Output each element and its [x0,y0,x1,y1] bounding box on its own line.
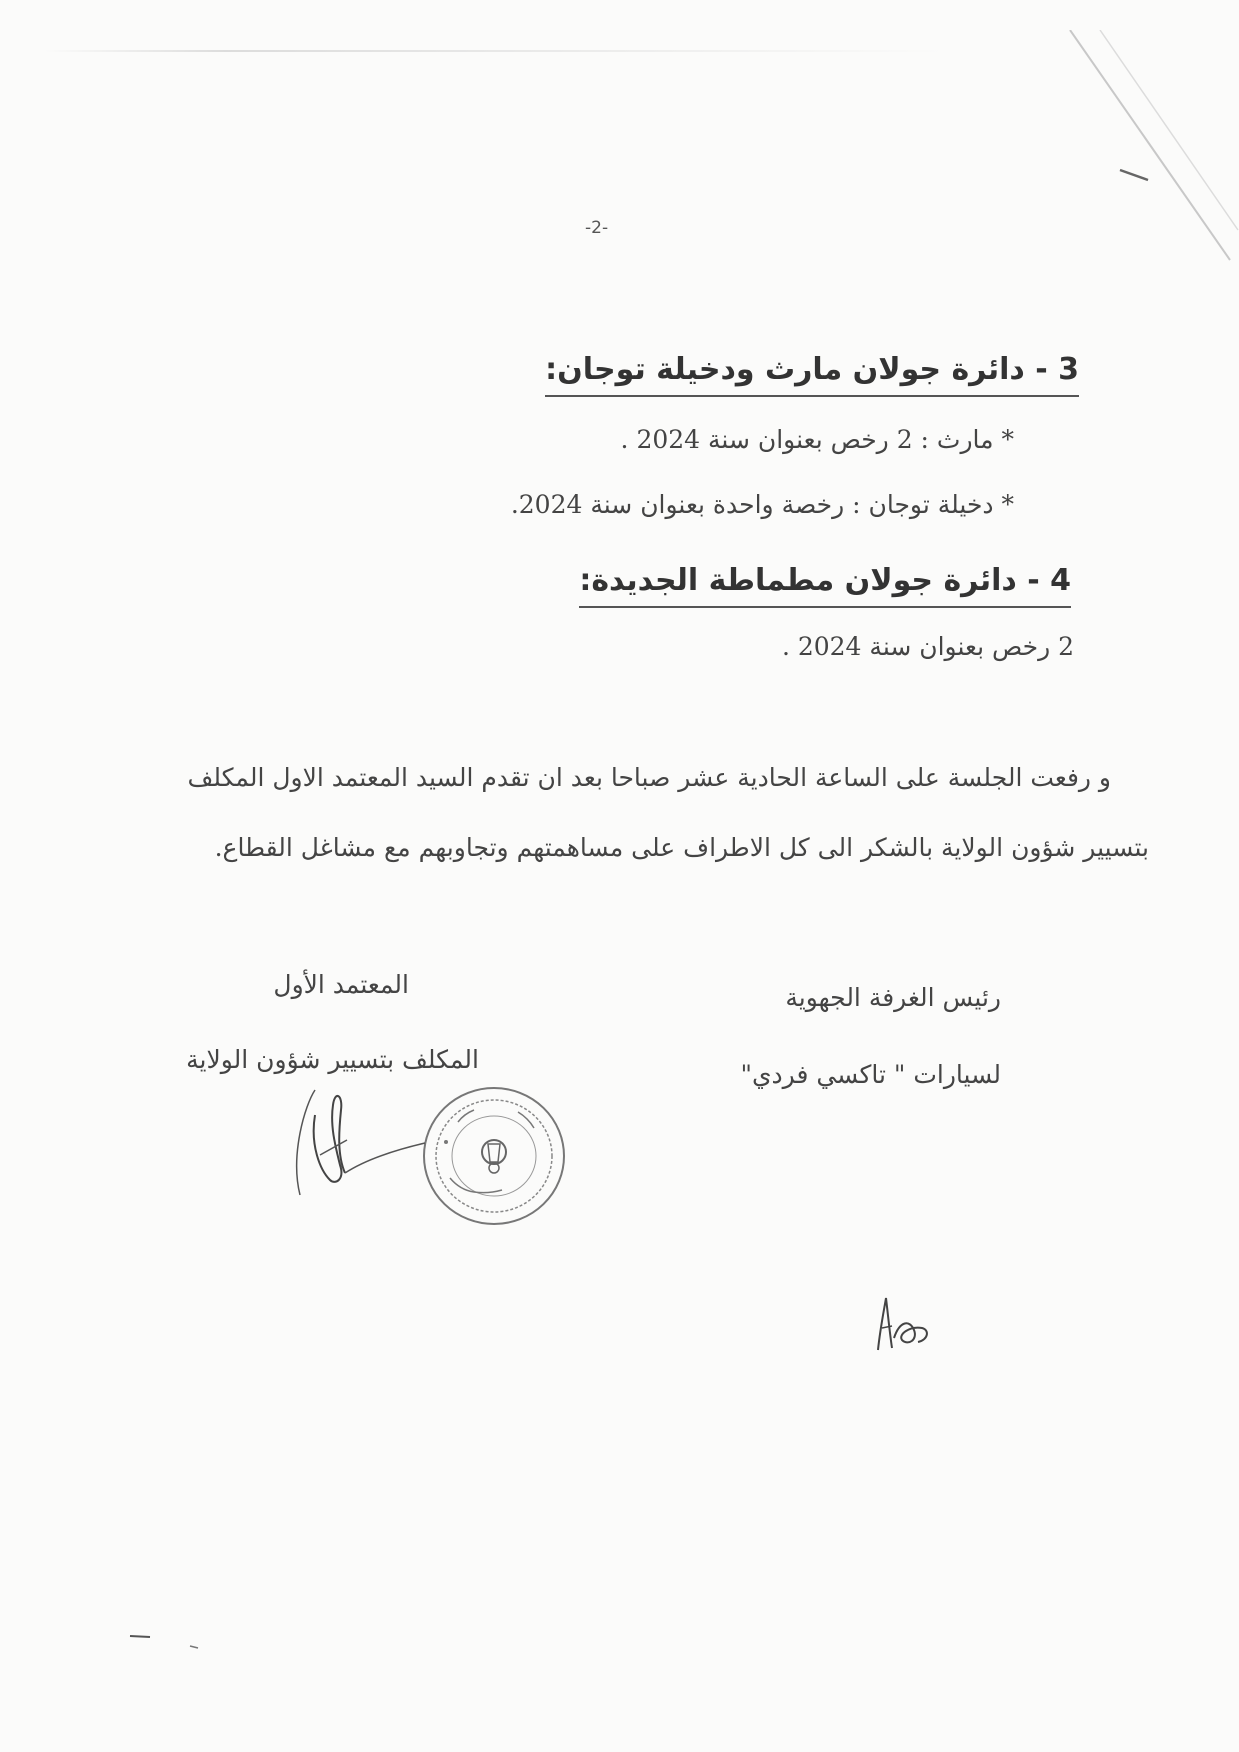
right-signatory-title: رئيس الغرفة الجهوية [785,983,1001,1012]
scan-speck [128,1628,208,1658]
section-item: * دخيلة توجان : رخصة واحدة بعنوان سنة 2024. [510,490,1014,519]
handwritten-signature [285,1085,485,1205]
left-signatory-title: المعتمد الأول [273,970,409,999]
section-heading-text: 3 - دائرة جولان مارث ودخيلة توجان: [545,352,1079,397]
scan-artifact-line [45,50,945,52]
section-item: * مارث : 2 رخص بعنوان سنة 2024 . [620,425,1014,454]
closing-paragraph-line-1: و رفعت الجلسة على الساعة الحادية عشر صباحا بعد ان تقدم السيد المعتمد الاول المكلف [187,763,1111,792]
handwritten-initials [870,1290,940,1360]
closing-paragraph-line-2: بتسيير شؤون الولاية بالشكر الى كل الاطراف على مساهمتهم وتجاوبهم مع مشاغل القطاع. [214,833,1149,862]
page-number: -2- [585,218,609,238]
left-signatory-subtitle: المكلف بتسيير شؤون الولاية [186,1045,479,1074]
section-item: 2 رخص بعنوان سنة 2024 . [781,632,1074,661]
section-heading-text: 4 - دائرة جولان مطماطة الجديدة: [579,563,1071,608]
right-signatory-subtitle: لسيارات " تاكسي فردي" [740,1060,1001,1089]
section-heading-4 [579,563,1071,598]
corner-fold-shadow [1060,30,1239,270]
section-heading-3 [545,352,1079,387]
